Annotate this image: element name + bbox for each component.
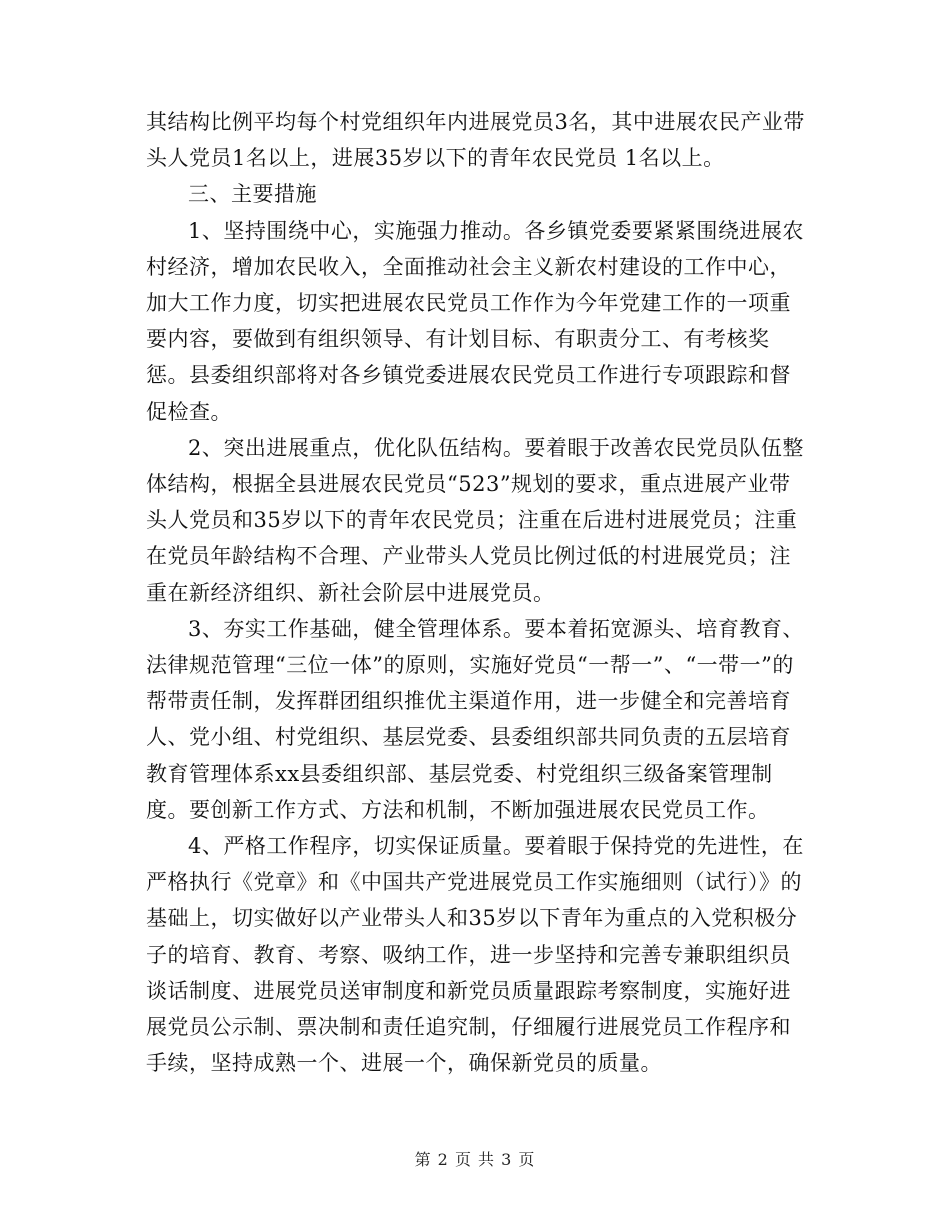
paragraph-measure-1: 1、坚持围绕中心，实施强力推动。各乡镇党委要紧紧围绕进展农村经济，增加农民收入，全面推动社会主义新农村建设的工作中心，加大工作力度，切实把进展农民党员工作作为今年党建工作的一项重要内容，要做到有组织领导、有计划目标、有职责分工、有考核奖惩。县委组织部将对各乡镇党委进展农民党员工作进行专项跟踪和督促检查。 [146,218,804,424]
page-number-footer: 第 2 页 共 3 页 [414,1150,536,1169]
paragraph-measure-4: 4、严格工作程序，切实保证质量。要着眼于保持党的先进性，在严格执行《党章》和《中国共产党进展党员工作实施细则（试行）》的基础上，切实做好以产业带头人和35岁以下青年为重点的入党积极分子的培育、教育、考察、吸纳工作，进一步坚持和完善专兼职组织员谈话制度、进展党员送审制度和新党员质量跟踪考察制度，实施好进展党员公示制、票决制和责任追究制，仔细履行进展党员工作程序和手续，坚持成熟一个、进展一个，确保新党员的质量。 [146,834,804,1076]
paragraph-measure-3: 3、夯实工作基础，健全管理体系。要本着拓宽源头、培育教育、法律规范管理“三位一体”的原则，实施好党员“一帮一”、“一带一”的帮带责任制，发挥群团组织推优主渠道作用，进一步健全和完善培育人、党小组、村党组织、基层党委、县委组织部共同负责的五层培育教育管理体系xx县委组织部、基层党委、村党组织三级备案管理制度。要创新工作方式、方法和机制，不断加强进展农民党员工作。 [146,616,804,822]
section-heading-main-measures: 三、主要措施 [188,182,317,207]
paragraph-measure-2: 2、突出进展重点，优化队伍结构。要着眼于改善农民党员队伍整体结构，根据全县进展农民党员“523”规划的要求，重点进展产业带头人党员和35岁以下的青年农民党员；注重在后进村进展党员；注重在党员年龄结构不合理、产业带头人党员比例过低的村进展党员；注重在新经济组织、新社会阶层中进展党员。 [146,435,804,605]
paragraph-continuation: 其结构比例平均每个村党组织年内进展党员3名，其中进展农民产业带头人党员1名以上，进展35岁以下的青年农民党员 1名以上。 [146,110,805,171]
document-body [146,104,810,1081]
